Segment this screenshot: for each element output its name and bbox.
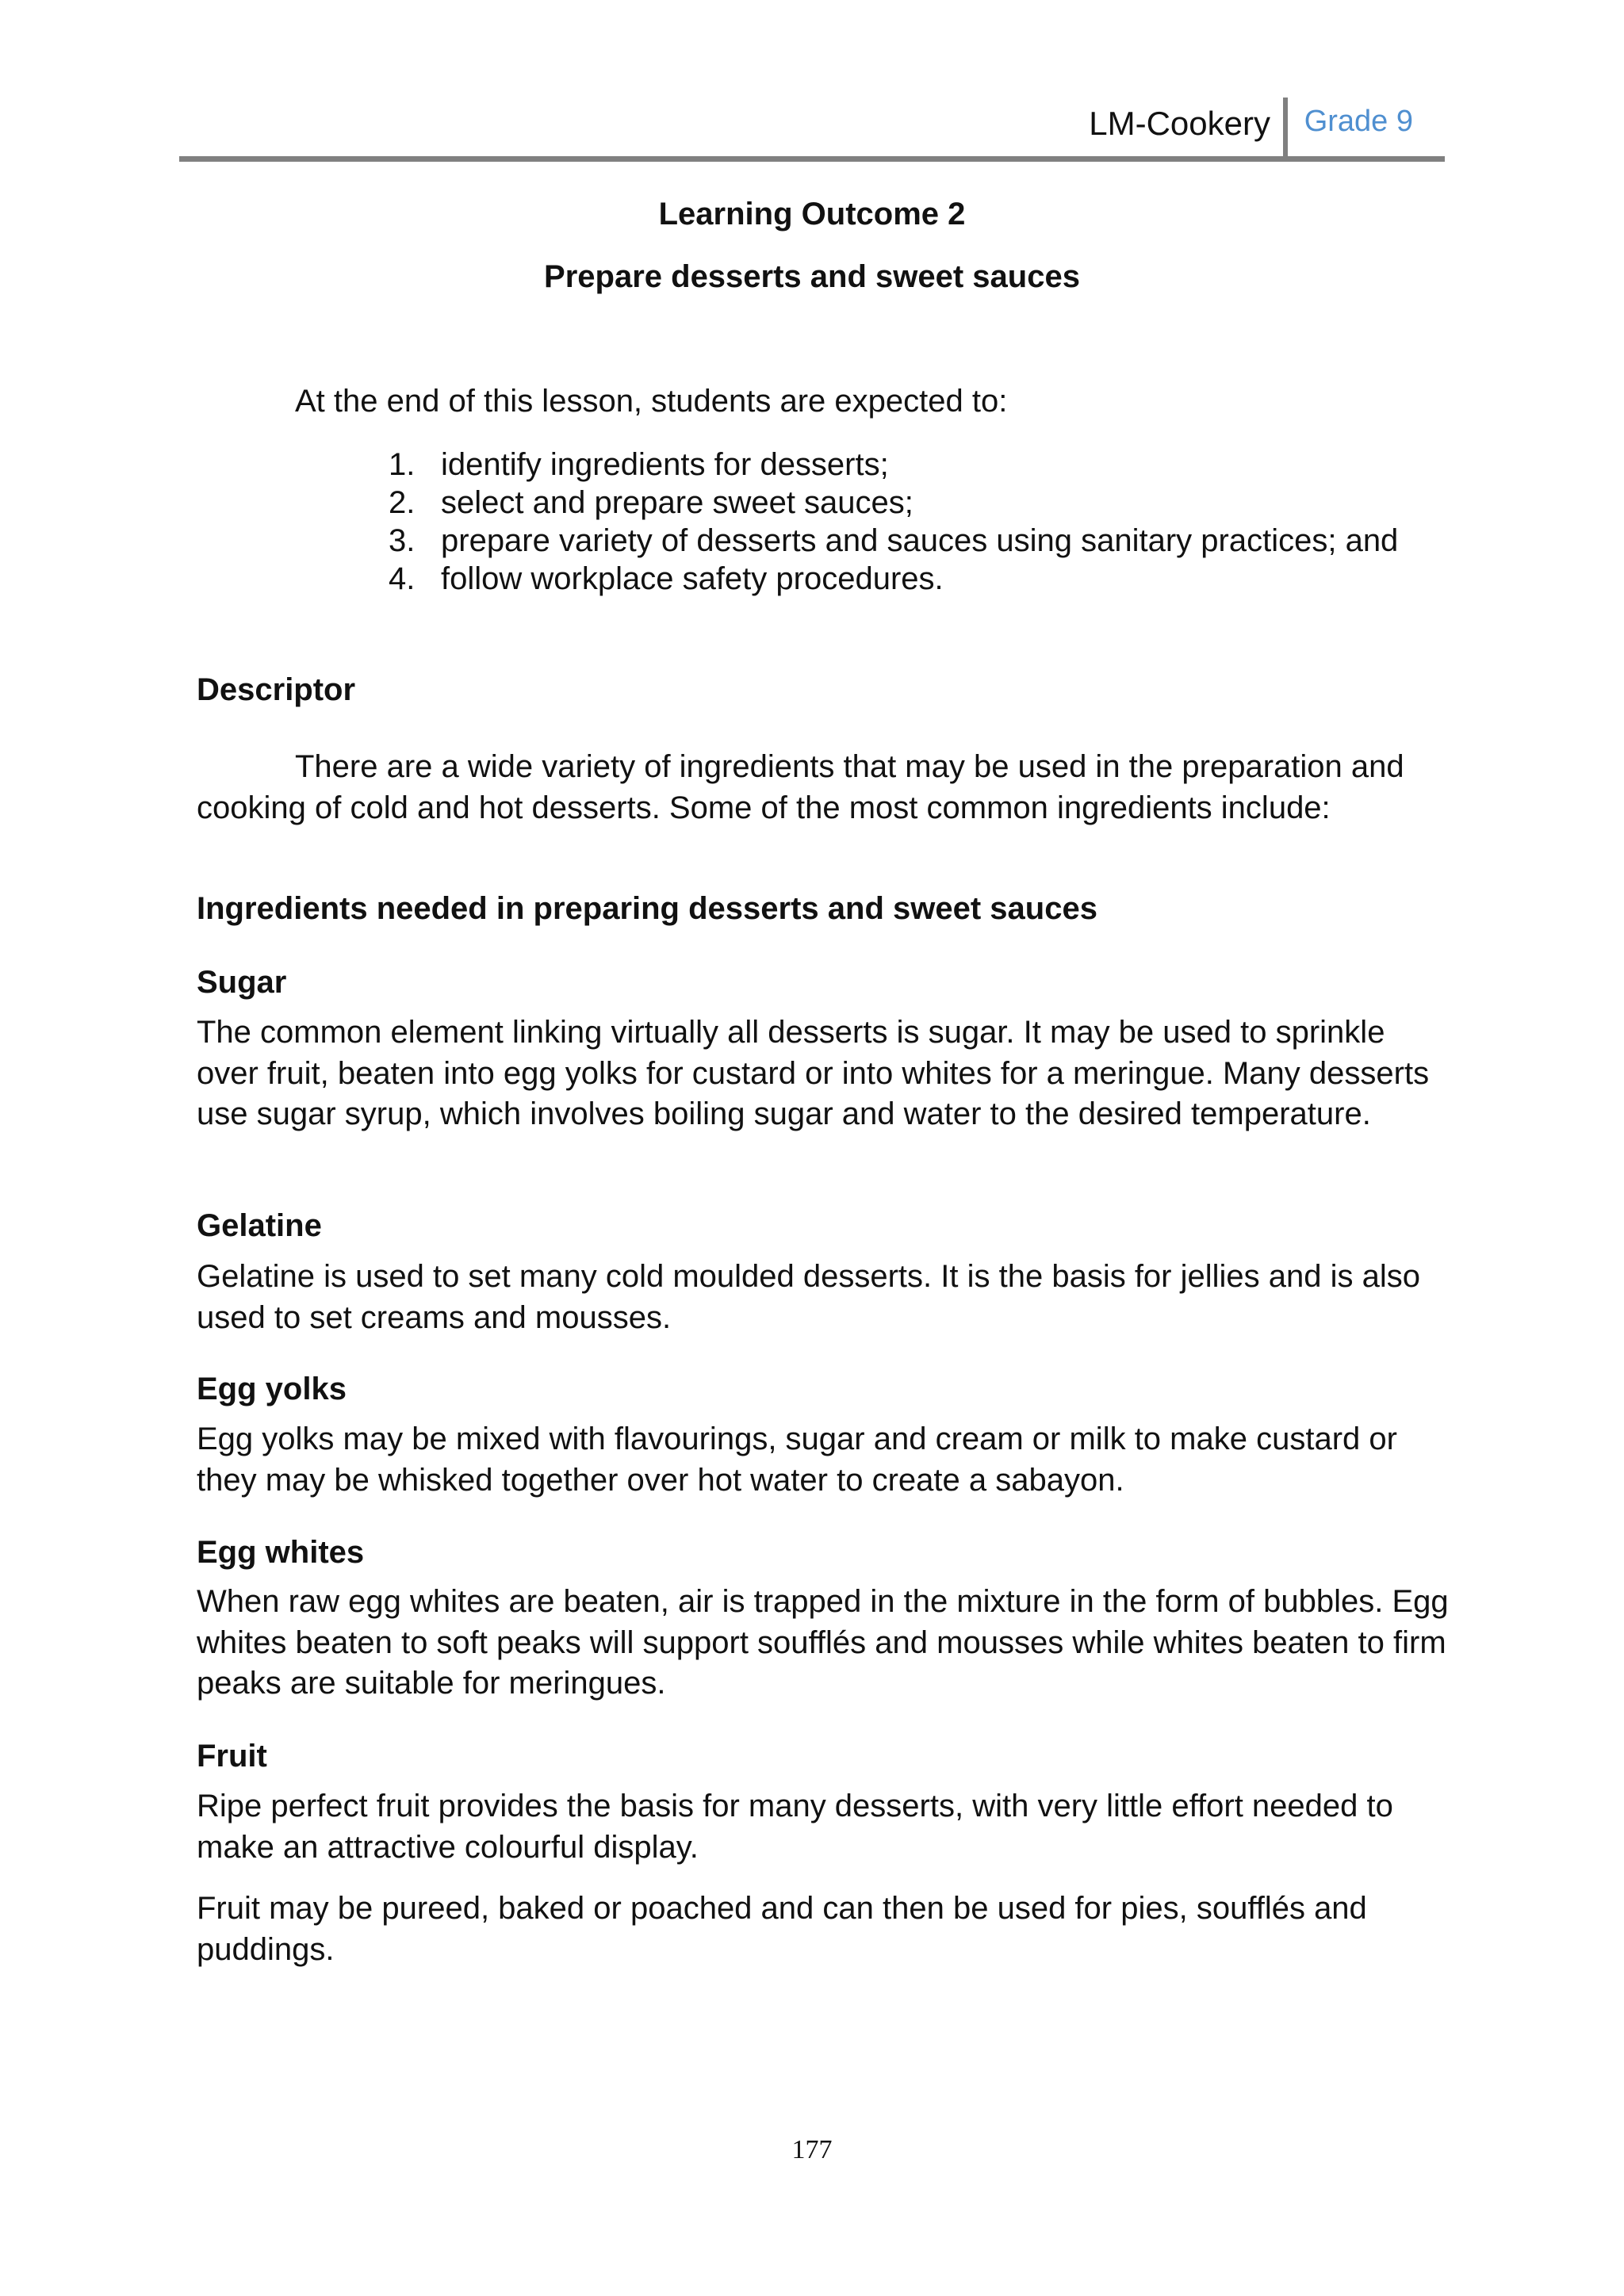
egg-yolks-heading: Egg yolks — [197, 1372, 347, 1406]
list-item — [389, 522, 1419, 560]
gelatine-text: Gelatine is used to set many cold moulded desserts. It is the basis for jellies and is also used to set creams and mousses. — [197, 1259, 1420, 1335]
list-item-text: select and prepare sweet sauces; — [441, 485, 914, 520]
fruit-text: Ripe perfect fruit provides the basis for many desserts, with very little effort needed to make an attractive colourful display. — [197, 1789, 1393, 1865]
page-header — [179, 94, 1445, 162]
list-item-text: follow workplace safety procedures. — [441, 561, 944, 596]
fruit-text-2: Fruit may be pureed, baked or poached and can then be used for pies, soufflés and puddings. — [197, 1891, 1367, 1967]
objectives-list — [389, 446, 1419, 598]
learning-outcome-title: Learning Outcome 2 — [658, 197, 966, 232]
list-item — [389, 446, 1419, 484]
header-divider — [1283, 98, 1288, 156]
gelatine-heading: Gelatine — [197, 1208, 322, 1243]
egg-whites-heading: Egg whites — [197, 1535, 365, 1570]
fruit-heading: Fruit — [197, 1739, 267, 1774]
header-subject: LM-Cookery — [1089, 105, 1270, 142]
egg-yolks-text: Egg yolks may be mixed with flavourings, sugar and cream or milk to make custard or they may be whisked together over hot water to create a sabayon. — [197, 1422, 1397, 1498]
list-item-number: 1. — [389, 447, 416, 482]
ingredients-heading: Ingredients needed in preparing desserts and sweet sauces — [197, 891, 1097, 926]
header-rule — [179, 156, 1445, 162]
objectives-intro: At the end of this lesson, students are expected to: — [295, 384, 1008, 419]
page-number: 177 — [791, 2135, 833, 2164]
header-grade: Grade 9 — [1304, 105, 1413, 138]
sugar-heading: Sugar — [197, 965, 287, 1000]
list-item-text: identify ingredients for desserts; — [441, 447, 889, 482]
list-item — [389, 484, 1419, 522]
descriptor-heading: Descriptor — [197, 672, 356, 707]
list-item — [389, 560, 1419, 598]
list-item-number: 2. — [389, 485, 416, 520]
egg-whites-text: When raw egg whites are beaten, air is trapped in the mixture in the form of bubbles. Egg whites beaten to soft peaks will support soufflés and mousses while whites beaten to firm peaks are suitable for meringues. — [197, 1584, 1449, 1701]
list-item-number: 4. — [389, 561, 416, 596]
sugar-text: The common element linking virtually all desserts is sugar. It may be used to sprinkle over fruit, beaten into egg yolks for custard or into whites for a meringue. Many desserts use sugar syrup, which involves boiling sugar and water to the desired temperature. — [197, 1015, 1430, 1131]
lesson-title: Prepare desserts and sweet sauces — [544, 259, 1080, 294]
list-item-text: prepare variety of desserts and sauces using sanitary practices; and — [441, 523, 1399, 558]
descriptor-text: There are a wide variety of ingredients that may be used in the preparation and cooking of cold and hot desserts. Some of the most common ingredients include: — [197, 749, 1404, 825]
list-item-number: 3. — [389, 523, 416, 558]
